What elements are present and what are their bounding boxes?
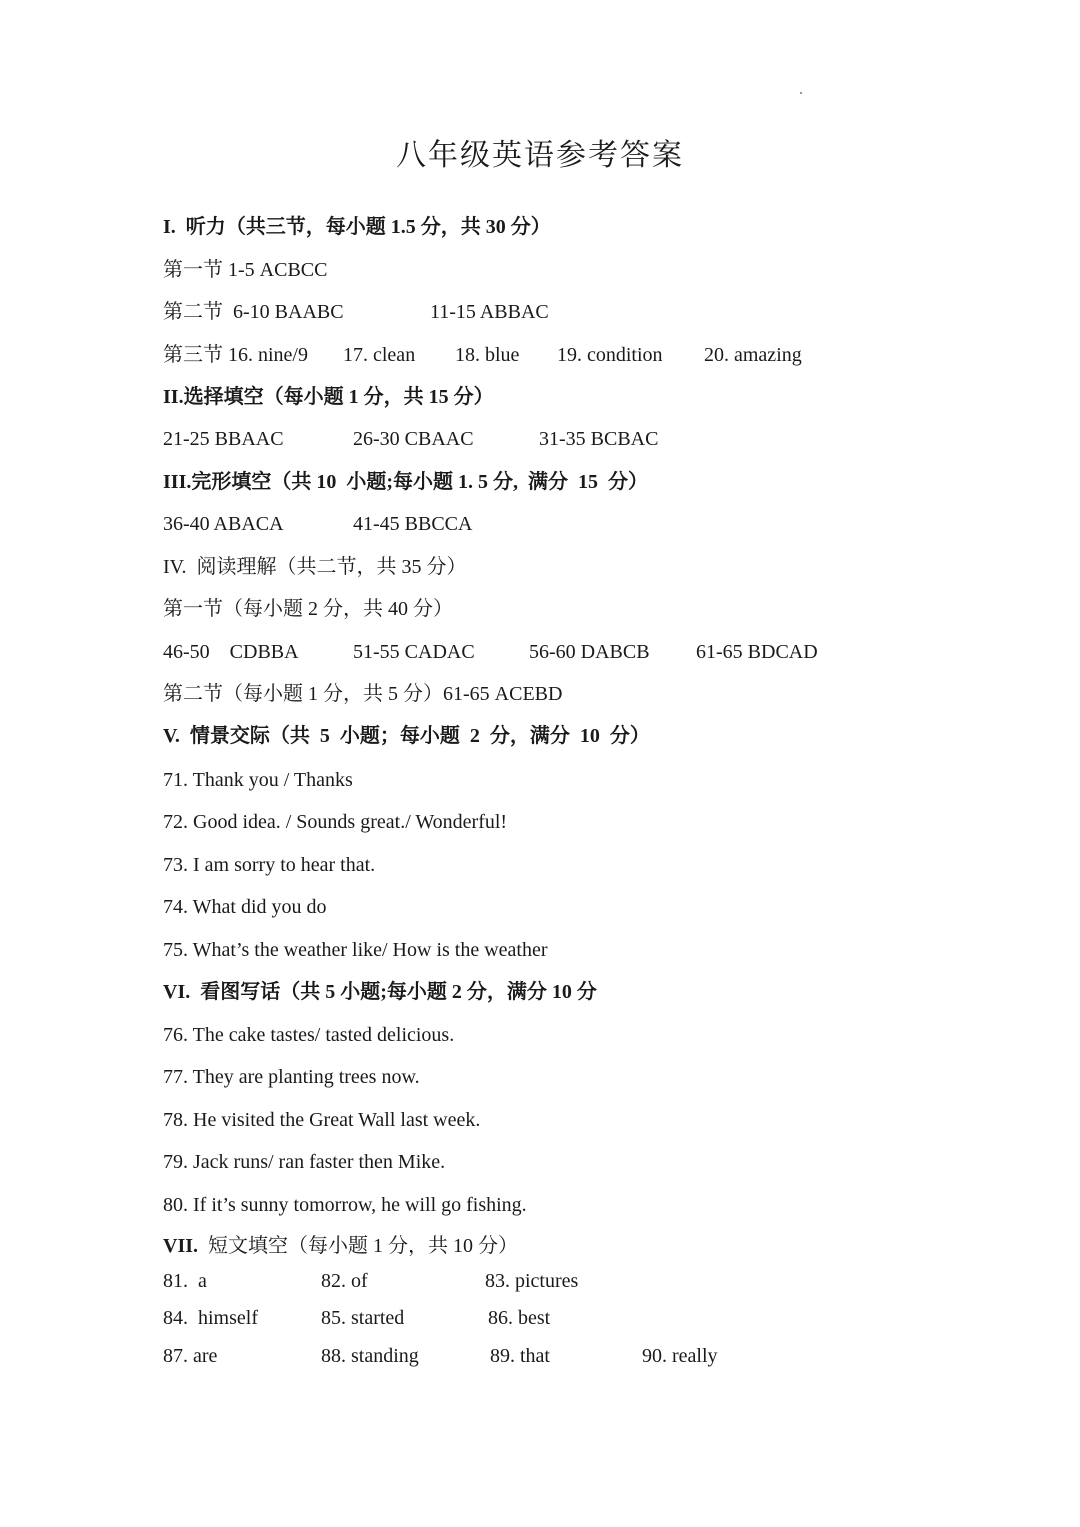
section-1-part-2-a: 第二节 6-10 BAABC <box>163 301 344 323</box>
answer-36-40: 36-40 ABACA <box>163 513 284 535</box>
section-4-heading: IV. 阅读理解（共二节，共 35 分） <box>163 556 467 578</box>
answer-71: 71. Thank you / Thanks <box>163 769 353 791</box>
section-4-part-2: 第二节（每小题 1 分，共 5 分）61-65 ACEBD <box>163 683 563 705</box>
answer-18: 18. blue <box>455 344 520 366</box>
answer-74: 74. What did you do <box>163 896 327 918</box>
section-7-heading <box>163 1232 518 1260</box>
section-3-heading: III.完形填空（共 10 小题;每小题 1. 5 分, 满分 15 分） <box>163 471 649 493</box>
answer-81: 81. a <box>163 1270 207 1292</box>
answer-77: 77. They are planting trees now. <box>163 1066 420 1088</box>
answer-61-65: 61-65 BDCAD <box>696 641 818 663</box>
section-1-part-1: 第一节 1-5 ACBCC <box>163 259 328 281</box>
answer-21-25: 21-25 BBAAC <box>163 428 284 450</box>
answer-88: 88. standing <box>321 1345 419 1367</box>
answer-46-50: 46-50 CDBBA <box>163 641 299 663</box>
answer-73: 73. I am sorry to hear that. <box>163 854 376 876</box>
answer-26-30: 26-30 CBAAC <box>353 428 474 450</box>
section-6-heading: VI. 看图写话（共 5 小题;每小题 2 分，满分 10 分 <box>163 981 597 1003</box>
section-5-heading: V. 情景交际（共 5 小题；每小题 2 分，满分 10 分） <box>163 725 650 747</box>
section-1-part-2-b: 11-15 ABBAC <box>430 301 549 323</box>
answer-78: 78. He visited the Great Wall last week. <box>163 1109 481 1131</box>
answer-19: 19. condition <box>557 344 663 366</box>
section-4-part-1: 第一节（每小题 2 分，共 40 分） <box>163 598 453 620</box>
section-7-numeral: VII. <box>163 1235 199 1257</box>
answer-85: 85. started <box>321 1307 405 1329</box>
answer-90: 90. really <box>642 1345 718 1367</box>
answer-87: 87. are <box>163 1345 218 1367</box>
answer-89: 89. that <box>490 1345 550 1367</box>
section-2-heading: II.选择填空（每小题 1 分，共 15 分） <box>163 386 494 408</box>
answer-41-45: 41-45 BBCCA <box>353 513 473 535</box>
section-7-title: 短文填空（每小题 1 分，共 10 分） <box>198 1235 519 1257</box>
answer-84: 84. himself <box>163 1307 258 1329</box>
answer-20: 20. amazing <box>704 344 802 366</box>
answer-75: 75. What’s the weather like/ How is the weather <box>163 939 548 961</box>
section-1-part-3-a: 第三节 16. nine/9 <box>163 344 308 366</box>
answer-76: 76. The cake tastes/ tasted delicious. <box>163 1024 455 1046</box>
scan-speck <box>800 92 802 94</box>
answer-86: 86. best <box>488 1307 551 1329</box>
answer-72: 72. Good idea. / Sounds great./ Wonderful! <box>163 811 508 833</box>
page-title: 八年级英语参考答案 <box>396 139 684 172</box>
answer-17: 17. clean <box>343 344 416 366</box>
answer-82: 82. of <box>321 1270 368 1292</box>
answer-56-60: 56-60 DABCB <box>529 641 650 663</box>
answer-51-55: 51-55 CADAC <box>353 641 475 663</box>
answer-31-35: 31-35 BCBAC <box>539 428 659 450</box>
answer-80: 80. If it’s sunny tomorrow, he will go fishing. <box>163 1194 527 1216</box>
answer-83: 83. pictures <box>485 1270 579 1292</box>
section-1-heading: I. 听力（共三节，每小题 1.5 分，共 30 分） <box>163 216 551 238</box>
answer-79: 79. Jack runs/ ran faster then Mike. <box>163 1151 446 1173</box>
